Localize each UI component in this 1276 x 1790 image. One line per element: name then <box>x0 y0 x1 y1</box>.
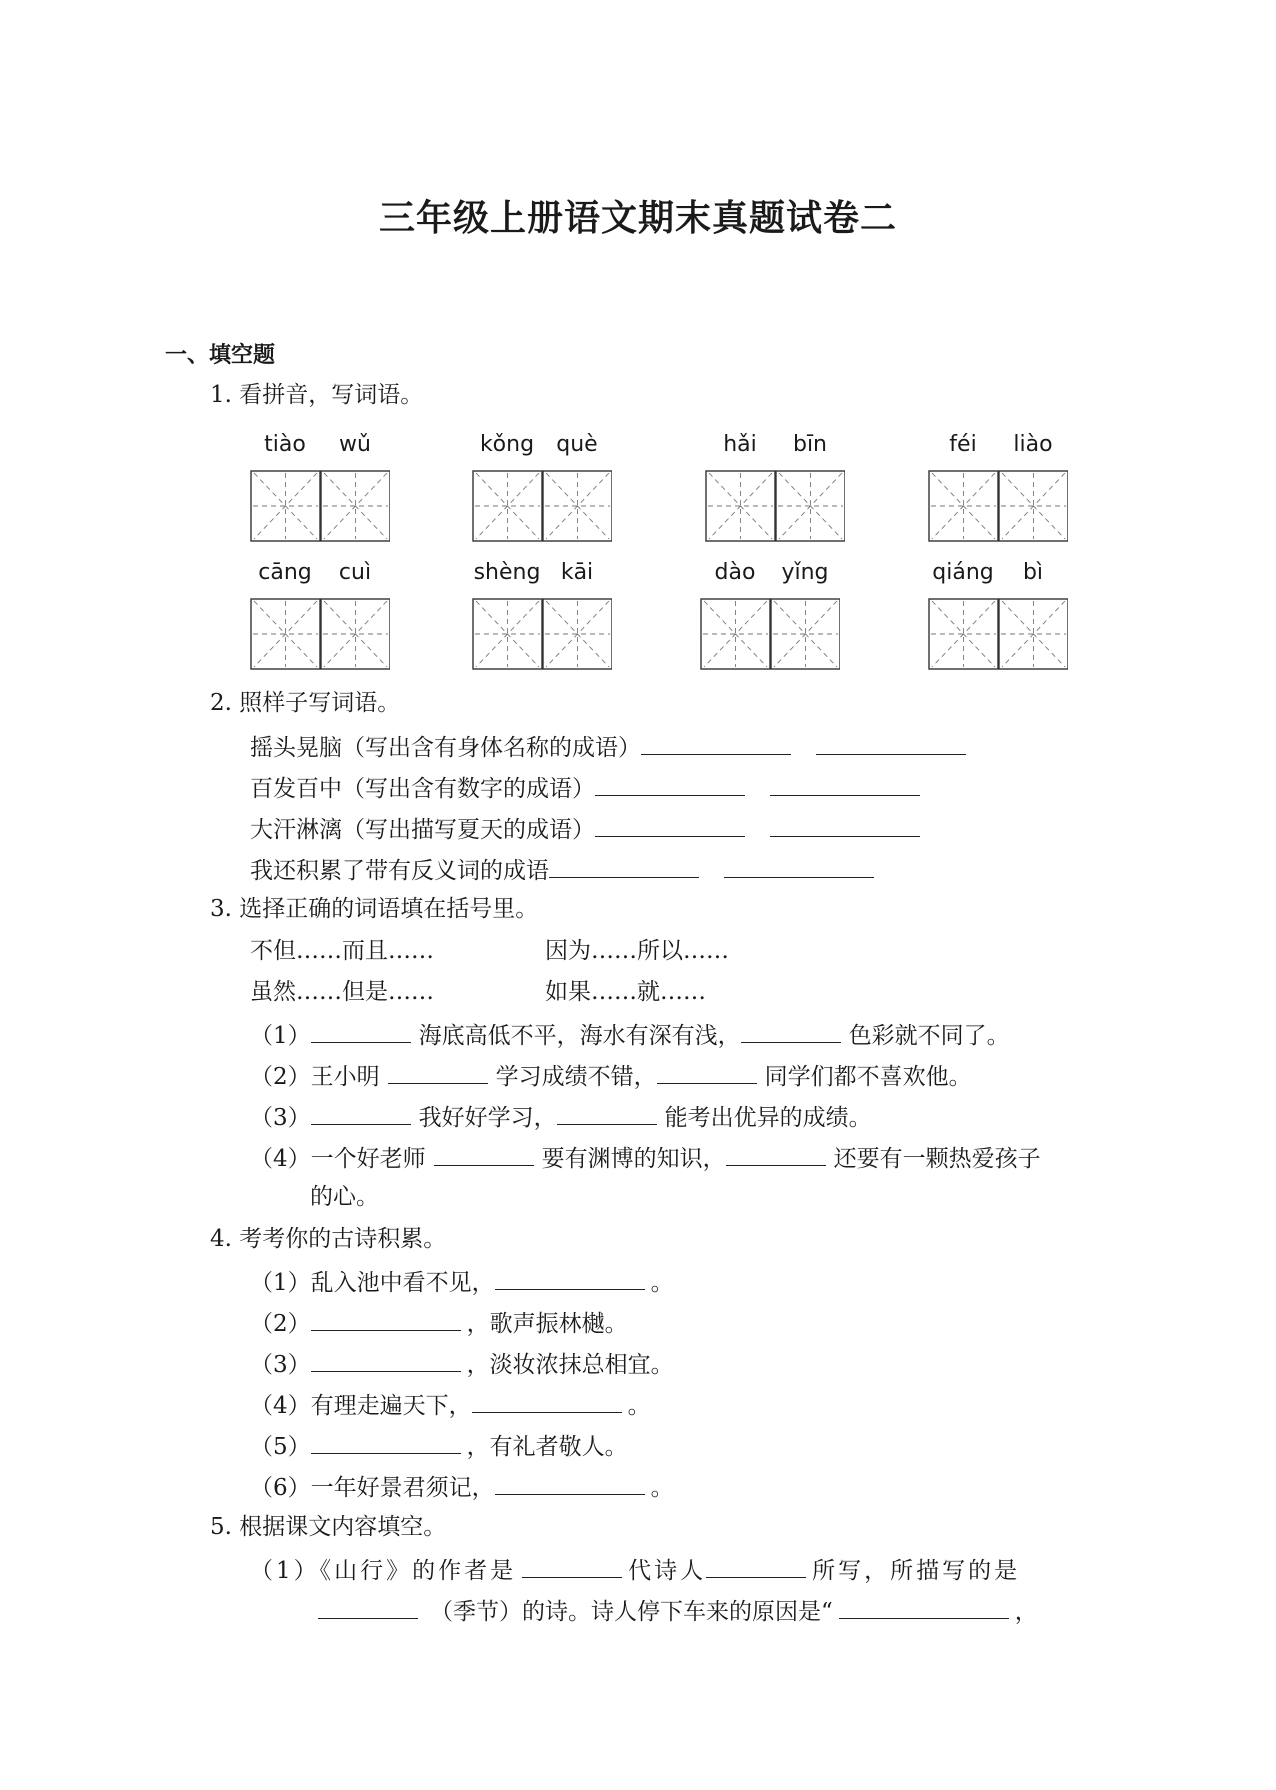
answer-blank[interactable] <box>595 812 745 837</box>
q4-item-text: （5） <box>250 1434 311 1460</box>
answer-blank[interactable] <box>726 1141 826 1166</box>
q4-item-3 <box>250 1347 674 1380</box>
q3-item-text: （2）王小明 <box>250 1064 380 1090</box>
answer-blank[interactable] <box>706 1553 806 1578</box>
q3-item-2 <box>250 1059 972 1092</box>
q3-item-4 <box>250 1141 1041 1174</box>
q3-item-text: 学习成绩不错， <box>495 1064 657 1090</box>
q4-item-text: ，歌声振林樾。 <box>466 1311 628 1337</box>
q3-option-1: 不但……而且…… <box>250 938 434 964</box>
q3-item-text: （4）一个好老师 <box>250 1146 426 1172</box>
question-3-prompt: 3. 选择正确的词语填在括号里。 <box>210 896 539 922</box>
page-title: 三年级上册语文期末真题试卷二 <box>378 198 897 239</box>
pinyin-syllable: bì <box>1022 560 1044 585</box>
q3-item-1 <box>250 1018 1010 1051</box>
question-2-prompt: 2. 照样子写词语。 <box>210 690 401 716</box>
q3-option-3: 虽然……但是…… <box>250 979 434 1005</box>
pinyin-syllable: cuì <box>338 560 372 585</box>
q3-item-text: 要有渊博的知识， <box>541 1146 726 1172</box>
answer-blank[interactable] <box>657 1059 757 1084</box>
q2-line-3 <box>250 812 920 845</box>
answer-blank[interactable] <box>641 730 791 755</box>
writing-grid-box[interactable] <box>472 598 612 670</box>
q3-item-text: （3） <box>250 1105 311 1131</box>
answer-blank[interactable] <box>318 1594 418 1619</box>
q5-text: （1）《山行》的作者是 <box>250 1558 517 1584</box>
pinyin-syllable: yǐng <box>781 560 829 585</box>
q5-text: （季节）的诗。诗人停下车来的原因是“ <box>430 1599 833 1625</box>
writing-grid-box[interactable] <box>928 470 1068 542</box>
q3-item-text: 色彩就不同了。 <box>848 1023 1010 1049</box>
pinyin-syllable: kǒng <box>479 432 535 457</box>
q5-item-1-line-2 <box>318 1594 1038 1627</box>
q4-item-text: 。 <box>650 1475 674 1501</box>
answer-blank[interactable] <box>522 1553 622 1578</box>
q4-item-text: ，有礼者敬人。 <box>466 1434 628 1460</box>
q4-item-text: （1）乱入池中看不见， <box>250 1270 495 1296</box>
answer-blank[interactable] <box>311 1306 461 1331</box>
q3-item-3 <box>250 1100 872 1133</box>
section-heading: 一、填空题 <box>165 343 276 368</box>
writing-grid-box[interactable] <box>250 598 390 670</box>
q3-item-text: 我好好学习， <box>418 1105 557 1131</box>
answer-blank[interactable] <box>311 1347 461 1372</box>
writing-grid-box[interactable] <box>472 470 612 542</box>
question-1-prompt: 1. 看拼音，写词语。 <box>210 382 424 408</box>
q3-item-text: 海底高低不平，海水有深有浅， <box>418 1023 741 1049</box>
q2-line-label: 我还积累了带有反义词的成语 <box>250 858 549 884</box>
pinyin-syllable: bīn <box>792 432 828 457</box>
answer-blank[interactable] <box>741 1018 841 1043</box>
q5-text: 代诗人 <box>628 1558 707 1584</box>
q4-item-text: （3） <box>250 1352 311 1378</box>
answer-blank[interactable] <box>388 1059 488 1084</box>
q4-item-4 <box>250 1388 651 1421</box>
pinyin-syllable: shèng <box>473 560 541 585</box>
answer-blank[interactable] <box>839 1594 1009 1619</box>
answer-blank[interactable] <box>495 1470 645 1495</box>
q2-line-label: 大汗淋漓（写出描写夏天的成语） <box>250 817 595 843</box>
answer-blank[interactable] <box>816 730 966 755</box>
q5-item-1-line-1 <box>250 1553 1020 1586</box>
pinyin-syllable: hǎi <box>723 432 757 457</box>
answer-blank[interactable] <box>311 1429 461 1454</box>
answer-blank[interactable] <box>549 853 699 878</box>
q4-item-text: （4）有理走遍天下， <box>250 1393 472 1419</box>
q2-line-label: 摇头晃脑（写出含有身体名称的成语） <box>250 735 641 761</box>
q2-line-label: 百发百中（写出含有数字的成语） <box>250 776 595 802</box>
pinyin-syllable: kāi <box>560 560 594 585</box>
answer-blank[interactable] <box>434 1141 534 1166</box>
answer-blank[interactable] <box>595 771 745 796</box>
writing-grid-box[interactable] <box>700 598 840 670</box>
q3-item-text: 还要有一颗热爱孩子 <box>833 1146 1041 1172</box>
q4-item-text: ，淡妆浓抹总相宜。 <box>466 1352 674 1378</box>
writing-grid-box[interactable] <box>705 470 845 542</box>
q4-item-text: 。 <box>650 1270 674 1296</box>
answer-blank[interactable] <box>311 1100 411 1125</box>
pinyin-syllable: wǔ <box>339 432 371 457</box>
pinyin-syllable: què <box>556 432 598 457</box>
answer-blank[interactable] <box>770 812 920 837</box>
answer-blank[interactable] <box>770 771 920 796</box>
q3-item-text: 能考出优异的成绩。 <box>664 1105 872 1131</box>
answer-blank[interactable] <box>495 1265 645 1290</box>
q4-item-1 <box>250 1265 674 1298</box>
question-4-prompt: 4. 考考你的古诗积累。 <box>210 1226 447 1252</box>
q4-item-text: 。 <box>627 1393 651 1419</box>
q3-option-2: 因为……所以…… <box>545 938 729 964</box>
q4-item-6 <box>250 1470 674 1503</box>
q2-line-2 <box>250 771 920 804</box>
q5-text: 所写，所描写的是 <box>812 1558 1021 1584</box>
pinyin-syllable: dào <box>714 560 756 585</box>
writing-grid-box[interactable] <box>250 470 390 542</box>
q3-item-text: 同学们都不喜欢他。 <box>764 1064 972 1090</box>
q3-option-4: 如果……就…… <box>545 979 706 1005</box>
answer-blank[interactable] <box>724 853 874 878</box>
answer-blank[interactable] <box>311 1018 411 1043</box>
pinyin-syllable: féi <box>949 432 977 457</box>
q2-line-1 <box>250 730 966 763</box>
question-5-prompt: 5. 根据课文内容填空。 <box>210 1514 447 1540</box>
answer-blank[interactable] <box>557 1100 657 1125</box>
answer-blank[interactable] <box>472 1388 622 1413</box>
q3-item-text: （1） <box>250 1023 311 1049</box>
writing-grid-box[interactable] <box>928 598 1068 670</box>
pinyin-syllable: cāng <box>258 560 312 585</box>
pinyin-syllable: qiáng <box>932 560 994 585</box>
q5-text: ， <box>1014 1599 1038 1625</box>
q4-item-5 <box>250 1429 628 1462</box>
q3-item-4-cont: 的心。 <box>310 1184 379 1210</box>
pinyin-syllable: tiào <box>264 432 306 457</box>
q4-item-2 <box>250 1306 628 1339</box>
pinyin-syllable: liào <box>1013 432 1053 457</box>
q2-line-4 <box>250 853 874 886</box>
q4-item-text: （6）一年好景君须记， <box>250 1475 495 1501</box>
q4-item-text: （2） <box>250 1311 311 1337</box>
